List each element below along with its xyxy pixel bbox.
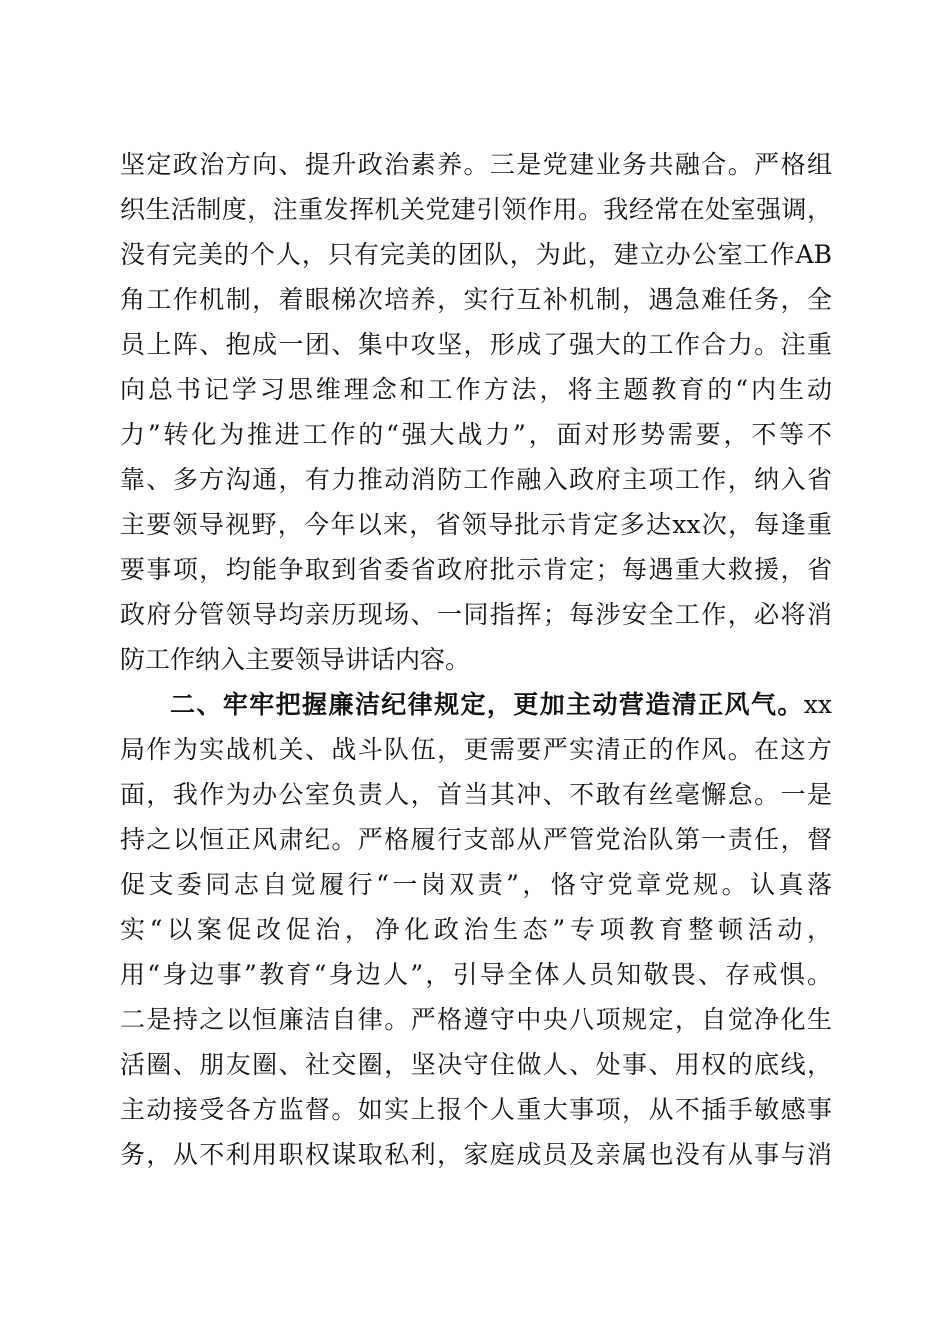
paragraph-2-line-4: 持之以恒正风肃纪。严格履行支部从严管党治队第一责任，督 bbox=[120, 825, 832, 854]
paragraph-2-line-8: 二是持之以恒廉洁自律。严格遵守中央八项规定，自觉净化生 bbox=[120, 1005, 832, 1034]
paragraph-2-line-2: 局作为实战机关、战斗队伍，更需要严实清正的作风。在这方 bbox=[120, 735, 832, 764]
paragraph-2-line-6: 实“以案促改促治，净化政治生态”专项教育整顿活动， bbox=[120, 915, 832, 944]
paragraph-1-line-7: 力”转化为推进工作的“强大战力”，面对形势需要，不等不 bbox=[120, 420, 832, 449]
paragraph-1-line-11: 政府分管领导均亲历现场、一同指挥；每涉安全工作，必将消 bbox=[120, 600, 832, 629]
paragraph-2-line-10: 主动接受各方监督。如实上报个人重大事项，从不插手敏感事 bbox=[120, 1095, 832, 1124]
paragraph-1-line-5: 员上阵、抱成一团、集中攻坚，形成了强大的工作合力。注重 bbox=[120, 330, 832, 359]
paragraph-1-line-12: 防工作纳入主要领导讲话内容。 bbox=[120, 645, 471, 674]
paragraph-1-line-10: 要事项，均能争取到省委省政府批示肯定；每遇重大救援，省 bbox=[120, 555, 832, 584]
paragraph-2-line-3: 面，我作为办公室负责人，首当其冲、不敢有丝毫懈怠。一是 bbox=[120, 780, 832, 809]
paragraph-1-line-1: 坚定政治方向、提升政治素养。三是党建业务共融合。严格组 bbox=[120, 150, 832, 179]
paragraph-1-line-6: 向总书记学习思维理念和工作方法，将主题教育的“内生动 bbox=[120, 375, 832, 404]
paragraph-1-line-2: 织生活制度，注重发挥机关党建引领作用。我经常在处室强调， bbox=[120, 195, 832, 224]
paragraph-2-line-9: 活圈、朋友圈、社交圈，坚决守住做人、处事、用权的底线， bbox=[120, 1050, 832, 1079]
paragraph-2-line-11: 务，从不利用职权谋取私利，家庭成员及亲属也没有从事与消 bbox=[120, 1140, 832, 1169]
paragraph-2-line-7: 用“身边事”教育“身边人”，引导全体人员知敬畏、存戒惧。 bbox=[120, 960, 832, 989]
paragraph-1-line-9: 主要领导视野，今年以来，省领导批示肯定多达xx次，每逢重 bbox=[120, 510, 832, 539]
paragraph-1-line-4: 角工作机制，着眼梯次培养，实行互补机制，遇急难任务，全 bbox=[120, 285, 832, 314]
section-heading: 二、牢牢把握廉洁纪律规定，更加主动营造清正风气。 bbox=[170, 690, 804, 719]
paragraph-2-line-5: 促支委同志自觉履行“一岗双责”，恪守党章党规。认真落 bbox=[120, 870, 832, 899]
paragraph-2-first-line bbox=[120, 682, 832, 727]
paragraph-1-line-3: 没有完美的个人，只有完美的团队，为此，建立办公室工作AB bbox=[120, 240, 832, 269]
paragraph-1-line-8: 靠、多方沟通，有力推动消防工作融入政府主项工作，纳入省 bbox=[120, 465, 832, 494]
section-heading-tail: xx bbox=[803, 690, 832, 719]
document-body bbox=[120, 142, 832, 1177]
